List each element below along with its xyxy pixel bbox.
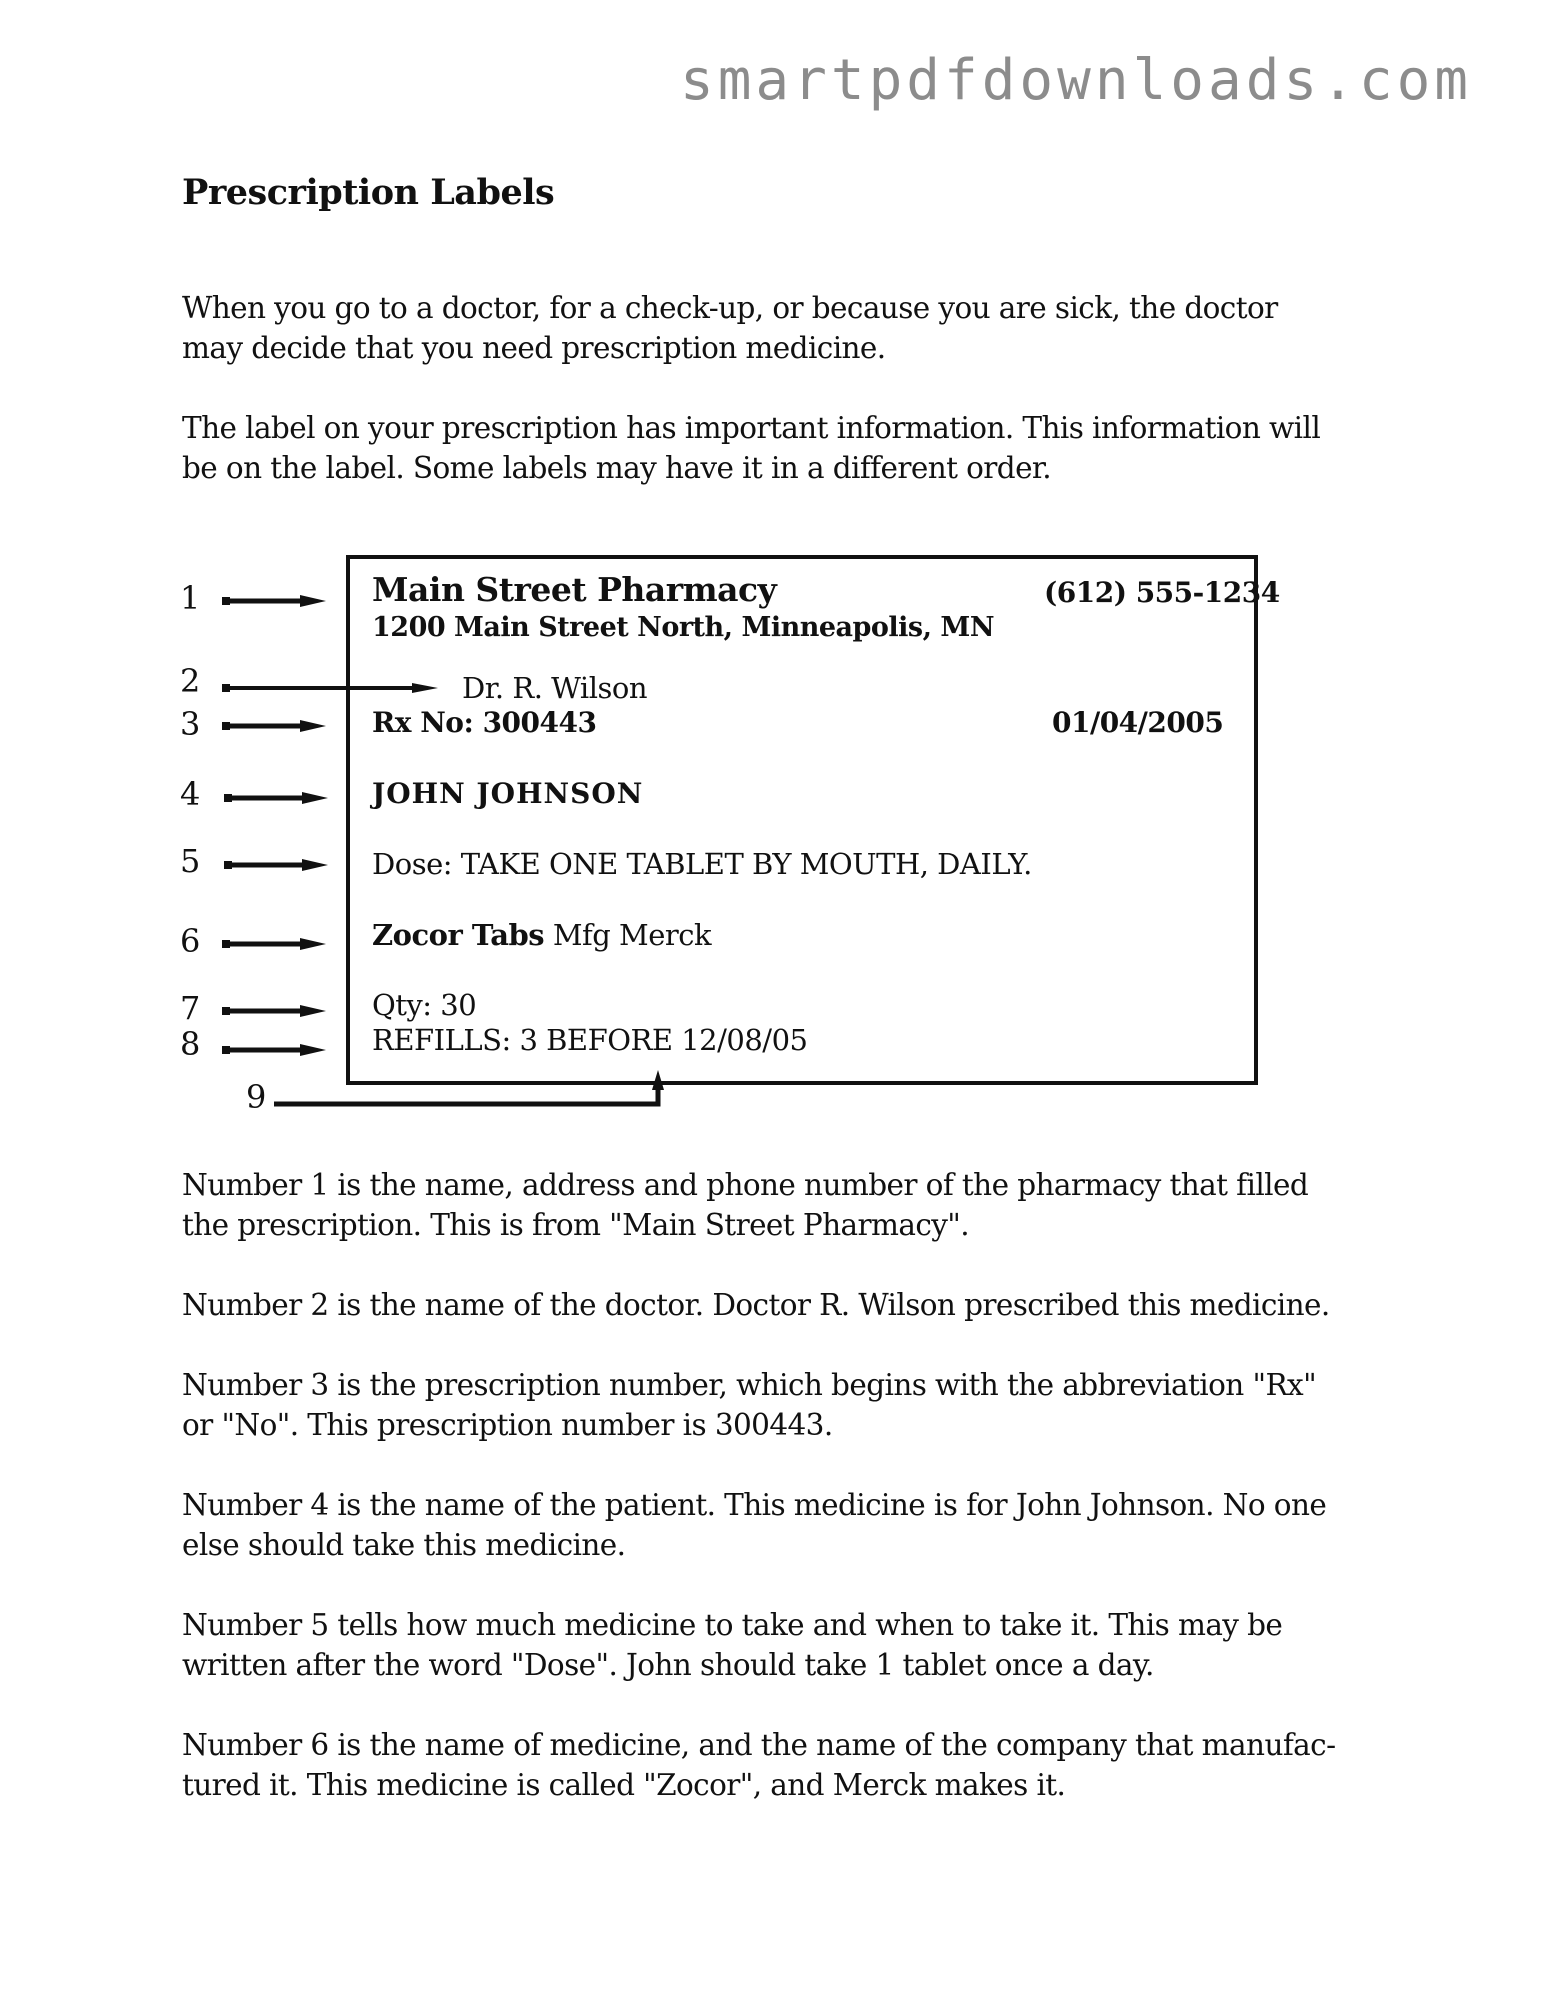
text-line: Number 6 is the name of medicine, and the name of the company that manufac- [182,1728,1336,1762]
marker-2: 2 [180,662,201,700]
medicine-name: Zocor Tabs [372,918,545,952]
marker-5: 5 [180,842,201,880]
text-line: written after the word "Dose". John should take 1 tablet once a day. [182,1648,1154,1682]
text-line: The label on your prescription has important information. This information will [182,411,1321,445]
marker-8: 8 [180,1025,201,1063]
rx-number: Rx No: 300443 [372,706,597,739]
marker-3: 3 [180,705,201,743]
arrow-6 [222,938,326,950]
explanation-5 [182,1605,1362,1685]
explanation-4 [182,1485,1362,1565]
dose-instructions: Dose: TAKE ONE TABLET BY MOUTH, DAILY. [372,847,1032,881]
arrow-1 [222,595,326,607]
text-line: else should take this medicine. [182,1528,626,1562]
text-line: or "No". This prescription number is 300443. [182,1408,833,1442]
pharmacy-address: 1200 Main Street North, Minneapolis, MN [372,612,995,643]
text-line: When you go to a doctor, for a check-up, or because you are sick, the doctor [182,291,1278,325]
doctor-name: Dr. R. Wilson [462,671,648,705]
refills: REFILLS: 3 BEFORE 12/08/05 [372,1023,808,1057]
arrow-9 [274,1070,664,1104]
fill-date: 01/04/2005 [1052,706,1224,739]
arrow-8 [222,1044,326,1056]
explanation-1 [182,1165,1362,1245]
arrow-5 [224,859,328,871]
manufacturer: Mfg Merck [552,918,712,952]
arrow-4 [224,792,328,804]
text-line: tured it. This medicine is called "Zocor", and Merck makes it. [182,1768,1066,1802]
text-line: Number 2 is the name of the doctor. Doctor R. Wilson prescribed this medicine. [182,1288,1330,1322]
marker-4: 4 [180,775,201,813]
arrow-2 [222,683,438,693]
text-line: Number 5 tells how much medicine to take and when to take it. This may be [182,1608,1283,1642]
explanation-2 [182,1285,1362,1325]
pharmacy-name: Main Street Pharmacy [372,570,777,609]
marker-1: 1 [180,579,201,617]
arrow-7 [222,1005,326,1017]
text-line: be on the label. Some labels may have it in a different order. [182,451,1051,485]
text-line: may decide that you need prescription medicine. [182,331,886,365]
explanation-6 [182,1725,1362,1805]
marker-9: 9 [246,1078,267,1116]
patient-name: JOHN JOHNSON [372,777,644,810]
text-line: the prescription. This is from "Main Street Pharmacy". [182,1208,970,1242]
marker-7: 7 [180,989,201,1027]
marker-6: 6 [180,922,201,960]
quantity: Qty: 30 [372,988,477,1022]
arrow-3 [222,720,326,732]
page-title: Prescription Labels [182,172,555,213]
watermark-text: smartpdfdownloads.com [680,48,1473,113]
text-line: Number 4 is the name of the patient. This medicine is for John Johnson. No one [182,1488,1327,1522]
text-line: Number 1 is the name, address and phone number of the pharmacy that filled [182,1168,1309,1202]
explanation-3 [182,1365,1362,1445]
text-line: Number 3 is the prescription number, which begins with the abbreviation "Rx" [182,1368,1317,1402]
pharmacy-phone: (612) 555-1234 [1044,576,1280,609]
